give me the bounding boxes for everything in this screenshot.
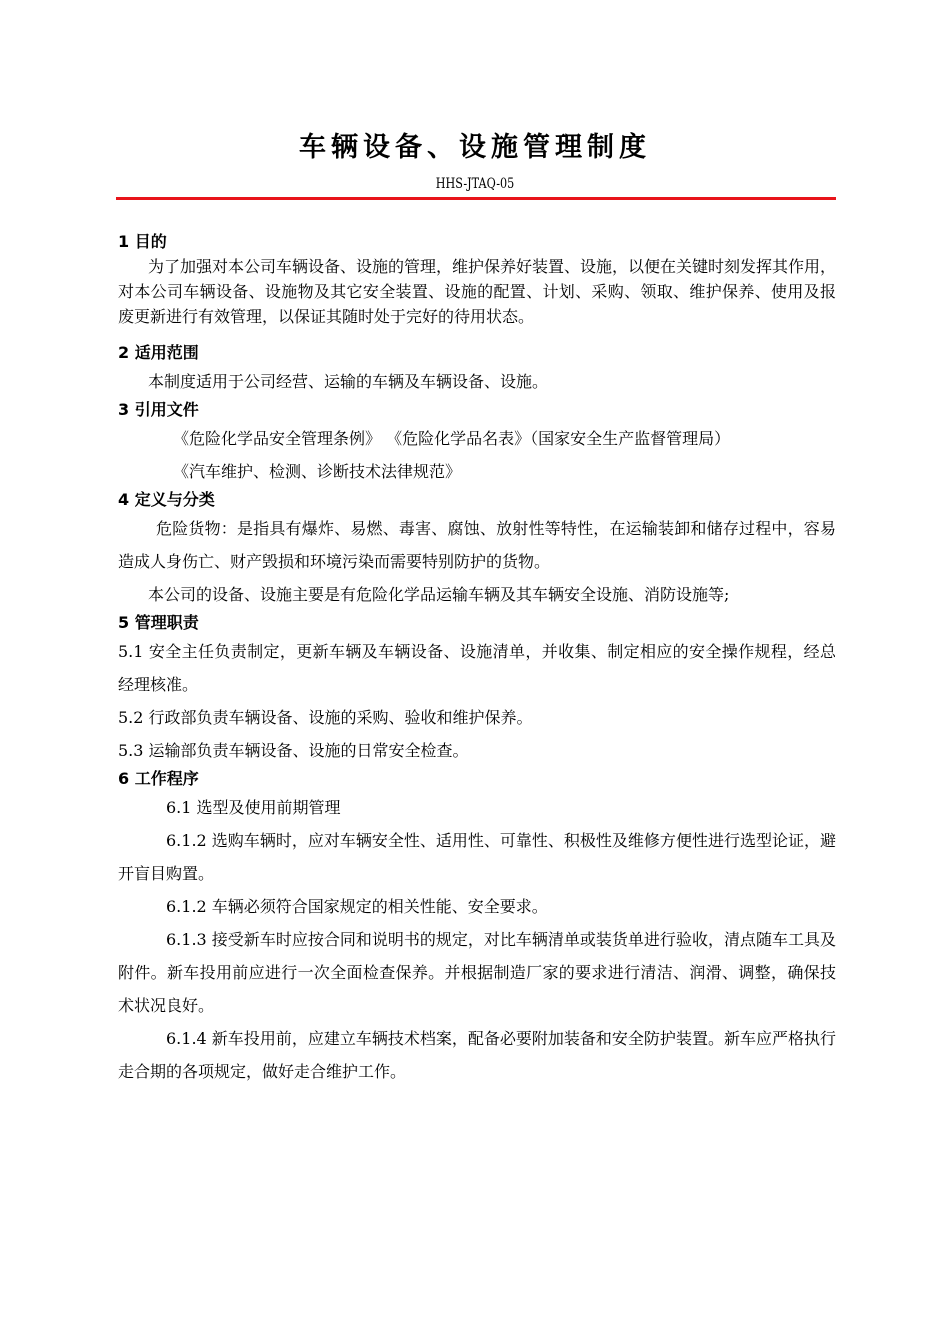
section-heading-procedures: 6 工作程序 [118,769,199,788]
section-heading-scope: 2 适用范围 [118,343,199,362]
purpose-paragraph: 为了加强对本公司车辆设备、设施的管理，维护保养好装置、设施，以便在关键时刻发挥其作用，对本公司车辆设备、设施物及其它安全装置、设施的配置、计划、采购、领取、维护保养、使用及报废更新进行有效管理，以保证其随时处于完好的待用状态。 [118,257,837,326]
document-title: 车辆设备、设施管理制度 [299,132,651,163]
responsibility-item: 5.1 安全主任负责制定，更新车辆及车辆设备、设施清单，并收集、制定相应的安全操作规程，经总经理核准。 [118,642,836,694]
document-body [118,230,836,1088]
scope-paragraph: 本制度适用于公司经营、运输的车辆及车辆设备、设施。 [148,372,549,391]
section-heading-purpose: 1 目的 [118,232,167,251]
reference-item: 《汽车维护、检测、诊断技术法律规范》 [173,462,462,481]
reference-item: 《危险化学品安全管理条例》 《危险化学品名表》（国家安全生产监督管理局） [173,429,731,448]
procedure-item: 6.1 选型及使用前期管理 [166,798,341,817]
procedure-item: 6.1.2 车辆必须符合国家规定的相关性能、安全要求。 [166,897,548,916]
title-rule [116,197,836,200]
responsibility-item: 5.3 运输部负责车辆设备、设施的日常安全检查。 [118,741,469,760]
section-heading-responsibilities: 5 管理职责 [118,613,199,632]
section-heading-references: 3 引用文件 [118,400,199,419]
responsibility-item: 5.2 行政部负责车辆设备、设施的采购、验收和维护保养。 [118,708,533,727]
definition-paragraph: 危险货物：是指具有爆炸、易燃、毒害、腐蚀、放射性等特性，在运输装卸和储存过程中，容易造成人身伤亡、财产毁损和环境污染而需要特别防护的货物。 [118,519,836,571]
document-number: HHS-JTAQ-05 [435,176,515,192]
procedure-item: 6.1.3 接受新车时应按合同和说明书的规定，对比车辆清单或装货单进行验收，清点随车工具及附件。新车投用前应进行一次全面检查保养。并根据制造厂家的要求进行清洁、润滑、调整，确保技术状况良好。 [118,930,836,1015]
procedure-item: 6.1.2 选购车辆时，应对车辆安全性、适用性、可靠性、积极性及维修方便性进行选型论证，避开盲目购置。 [118,831,836,883]
definition-paragraph: 本公司的设备、设施主要是有危险化学品运输车辆及其车辆安全设施、消防设施等; [148,585,730,604]
section-heading-definitions: 4 定义与分类 [118,490,215,509]
procedure-item: 6.1.4 新车投用前，应建立车辆技术档案，配备必要附加装备和安全防护装置。新车应严格执行走合期的各项规定，做好走合维护工作。 [118,1029,836,1081]
